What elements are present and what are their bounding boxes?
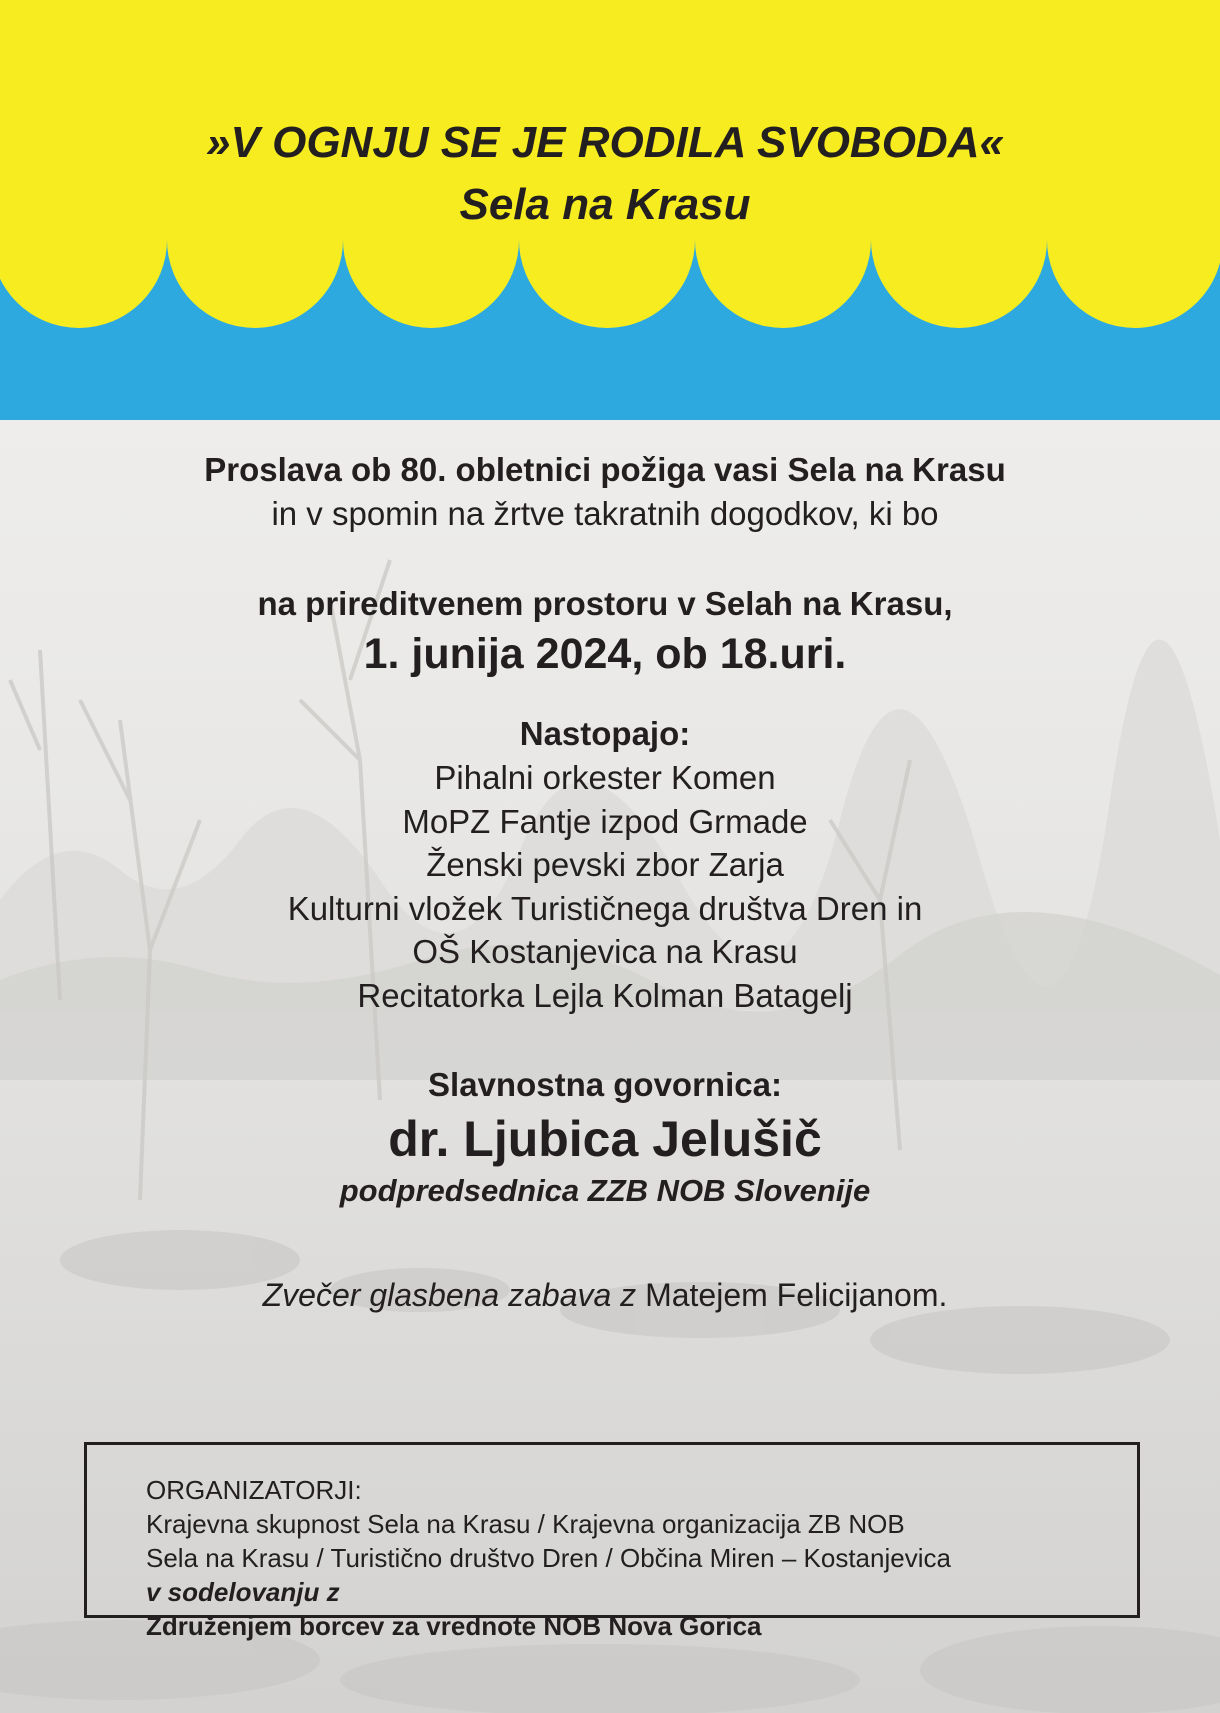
page-title [0,112,1210,236]
speaker-heading: Slavnostna govornica: [428,1066,782,1103]
performer-item: Ženski pevski zbor Zarja [426,846,784,883]
performer-item: MoPZ Fantje izpod Grmade [402,802,808,840]
evening-performer: Matejem Felicijanom. [645,1277,948,1313]
organizers-line-1: Krajevna skupnost Sela na Krasu / Krajevna organizacija ZB NOB [146,1509,905,1539]
speaker-name: dr. Ljubica Jelušič [388,1111,822,1167]
partner-organization: Združenjem borcev za vrednote NOB Nova Gorica [146,1611,762,1641]
intro-bold: Proslava ob 80. obletnici požiga vasi Sela na Krasu [204,451,1006,488]
cooperation-text: v sodelovanju z [146,1577,340,1607]
performer-item: Recitatorka Lejla Kolman Batagelj [357,976,853,1014]
organizers-heading: ORGANIZATORJI: [146,1475,362,1505]
performer-item: OŠ Kostanjevica na Krasu [412,933,798,970]
evening-italic: Zvečer glasbena zabava z [262,1277,637,1313]
performers-heading: Nastopajo: [519,715,691,752]
event-date: 1. junija 2024, ob 18.uri. [363,630,847,678]
title-line-2: Sela na Krasu [459,180,751,229]
event-details [0,448,1210,1317]
evening-program [0,1273,1210,1317]
header-banner [0,0,1220,420]
speaker-role: podpredsednica ZZB NOB Slovenije [339,1173,871,1208]
title-line-1: »V OGNJU SE JE RODILA SVOBODA« [206,118,1004,167]
organizers-box [84,1442,1140,1641]
performer-item: Kulturni vložek Turističnega društva Dren in [287,889,923,927]
intro-regular: in v spomin na žrtve takratnih dogodkov, ki bo [271,495,939,532]
performer-item: Pihalni orkester Komen [434,759,776,796]
organizers-line-2: Sela na Krasu / Turistično društvo Dren / Občina Miren – Kostanjevica [146,1543,951,1573]
venue-text: na prireditvenem prostoru v Selah na Krasu, [257,585,953,622]
